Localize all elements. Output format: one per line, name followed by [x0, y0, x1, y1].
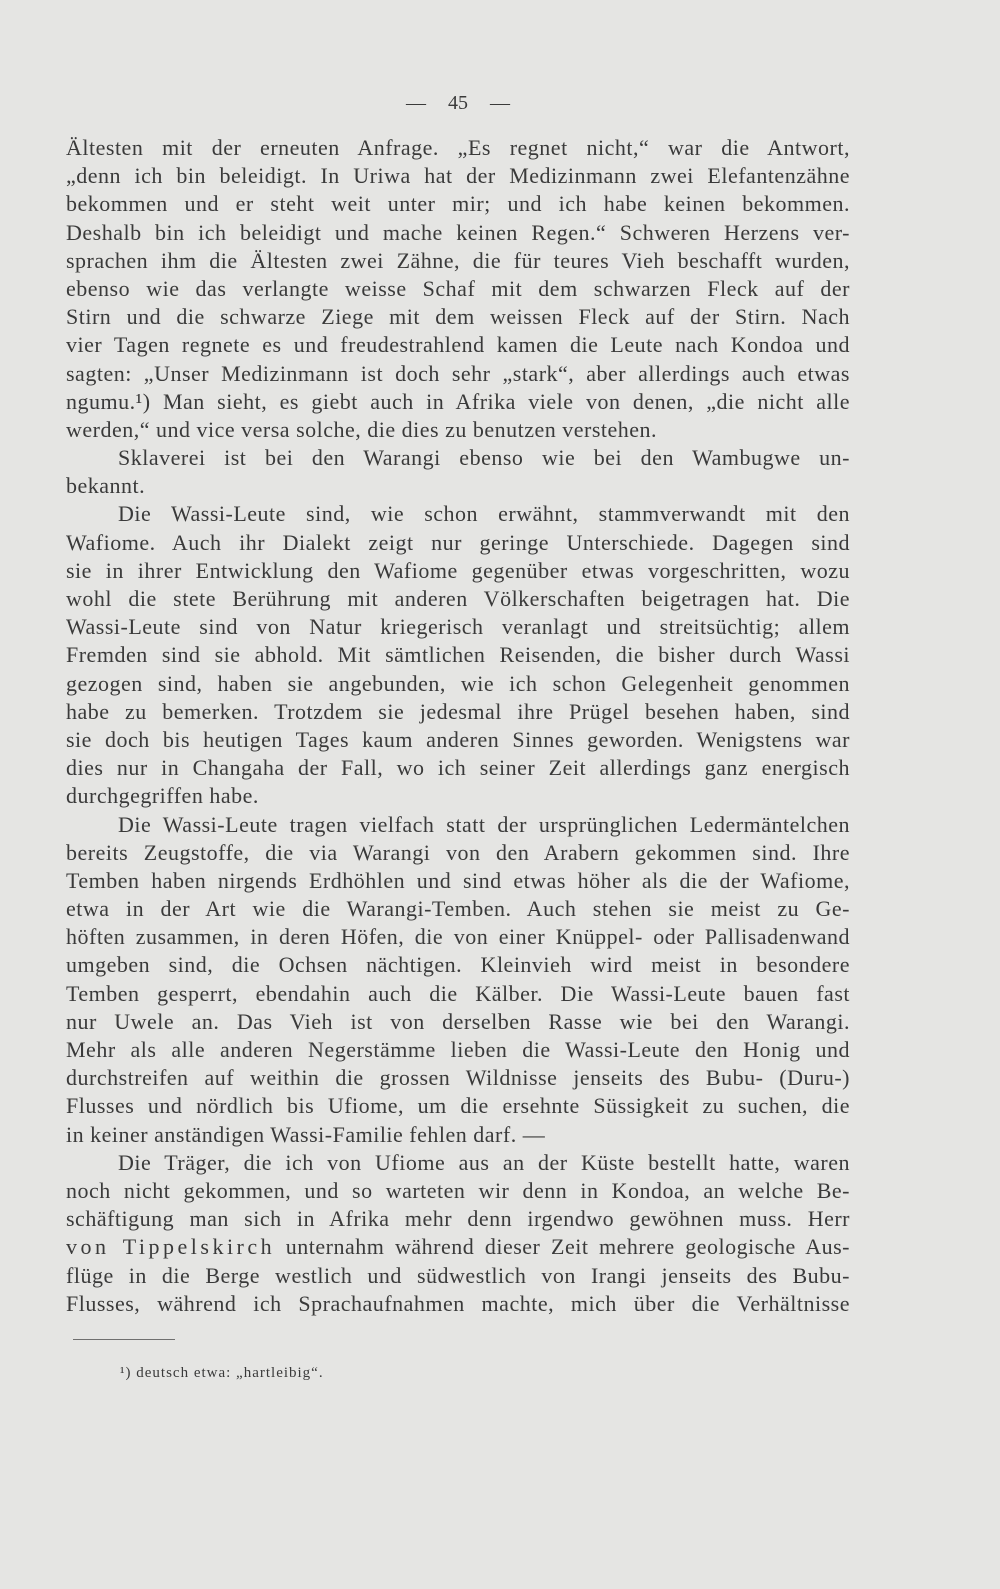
- text-line: bekommen und er steht weit unter mir; und ich habe keinen bekommen.: [66, 191, 850, 217]
- paragraph: [66, 811, 850, 1149]
- paragraph: [66, 500, 850, 810]
- paragraph: [66, 134, 850, 444]
- text-line: „denn ich bin beleidigt. In Uriwa hat der Medizinmann zwei Elefantenzähne: [66, 163, 850, 189]
- text-line: sprachen ihm die Ältesten zwei Zähne, die für teures Vieh beschafft wurden,: [66, 247, 850, 273]
- text-line: Wafiome. Auch ihr Dialekt zeigt nur geringe Unterschiede. Dagegen sind: [66, 529, 850, 555]
- text-line: Die Träger, die ich von Ufiome aus an der Küste bestellt hatte, waren: [118, 1149, 850, 1175]
- footnote: ¹) deutsch etwa: „hartleibig“.: [120, 1365, 324, 1381]
- text-line: nur Uwele an. Das Vieh ist von derselben Rasse wie bei den Warangi.: [66, 1008, 850, 1034]
- text-line: Fremden sind sie abhold. Mit sämtlichen Reisenden, die bisher durch Wassi: [66, 642, 850, 668]
- paragraph: [66, 444, 850, 500]
- text-line: schäftigung man sich in Afrika mehr denn irgendwo gewöhnen muss. Herr: [66, 1206, 850, 1232]
- text-line: Temben gesperrt, ebendahin auch die Kälber. Die Wassi-Leute bauen fast: [66, 980, 850, 1006]
- text-line: Die Wassi-Leute tragen vielfach statt der ursprünglichen Ledermäntelchen: [118, 811, 850, 837]
- text-line: Wassi-Leute sind von Natur kriegerisch veranlagt und streitsüchtig; allem: [66, 614, 850, 640]
- text-line: Stirn und die schwarze Ziege mit dem weissen Fleck auf der Stirn. Nach: [66, 304, 850, 330]
- footnote-rule: [73, 1339, 175, 1340]
- text-line: flüge in die Berge westlich und südwestlich von Irangi jenseits des Bubu-: [66, 1262, 850, 1288]
- text-line: Mehr als alle anderen Negerstämme lieben die Wassi-Leute den Honig und: [66, 1037, 850, 1062]
- text-line: Die Wassi-Leute sind, wie schon erwähnt, stammverwandt mit den: [118, 501, 850, 527]
- text-line: noch nicht gekommen, und so warteten wir denn in Kondoa, an welche Be-: [66, 1177, 850, 1203]
- text-line: ngumu.¹) Man sieht, es giebt auch in Afrika viele von denen, „die nicht alle: [66, 388, 850, 414]
- text-line: durchgegriffen habe.: [66, 783, 259, 809]
- text-line: sie doch bis heutigen Tages kaum anderen Sinnes geworden. Wenigstens war: [66, 726, 850, 752]
- text-line: Ältesten mit der erneuten Anfrage. „Es regnet nicht,“ war die Antwort,: [66, 135, 850, 160]
- text-line: Deshalb bin ich beleidigt und mache keinen Regen.“ Schweren Herzens ver-: [66, 219, 850, 245]
- text-line: bereits Zeugstoffe, die via Warangi von den Arabern gekommen sind. Ihre: [66, 839, 850, 865]
- text-line: dies nur in Changaha der Fall, wo ich seiner Zeit allerdings ganz energisch: [66, 755, 850, 781]
- text-line: Flusses, während ich Sprachaufnahmen machte, mich über die Verhältnisse: [66, 1290, 850, 1316]
- text-line: etwa in der Art wie die Warangi-Temben. Auch stehen sie meist zu Ge-: [66, 896, 850, 922]
- paragraph: [66, 1149, 850, 1318]
- spaced-person-name: von Tippelskirch: [66, 1234, 276, 1260]
- text-line-rest: unternahm während dieser Zeit mehrere geologische Aus-: [285, 1234, 850, 1260]
- page-number: — 45 —: [406, 92, 510, 114]
- text-line: durchstreifen auf weithin die grossen Wildnisse jenseits des Bubu- (Duru-): [66, 1065, 850, 1091]
- body-text: [66, 134, 850, 1318]
- text-line: bekannt.: [66, 473, 146, 499]
- text-line: in keiner anständigen Wassi-Familie fehlen darf. —: [66, 1121, 546, 1147]
- text-line: ebenso wie das verlangte weisse Schaf mit dem schwarzen Fleck auf der: [66, 275, 850, 301]
- text-line: sagten: „Unser Medizinmann ist doch sehr „stark“, aber allerdings auch etwas: [66, 360, 850, 386]
- text-line: vier Tagen regnete es und freudestrahlend kamen die Leute nach Kondoa und: [66, 332, 850, 358]
- text-line: [66, 1233, 850, 1261]
- text-line: höften zusammen, in deren Höfen, die von einer Knüppel- oder Pallisadenwand: [66, 924, 850, 950]
- text-line: werden,“ und vice versa solche, die dies zu benutzen verstehen.: [66, 416, 658, 442]
- text-line: wohl die stete Berührung mit anderen Völkerschaften beigetragen hat. Die: [66, 586, 850, 611]
- text-line: umgeben sind, die Ochsen nächtigen. Kleinvieh wird meist in besondere: [66, 952, 850, 978]
- text-line: gezogen sind, haben sie angebunden, wie ich schon Gelegenheit genommen: [66, 670, 850, 696]
- text-line: Temben haben nirgends Erdhöhlen und sind etwas höher als die der Wafiome,: [66, 867, 850, 893]
- text-line: Sklaverei ist bei den Warangi ebenso wie bei den Wambugwe un-: [118, 445, 850, 471]
- text-line: habe zu bemerken. Trotzdem sie jedesmal ihre Prügel besehen haben, sind: [66, 698, 850, 724]
- text-line: sie in ihrer Entwicklung den Wafiome gegenüber etwas vorgeschritten, wozu: [66, 557, 850, 583]
- text-line: Flusses und nördlich bis Ufiome, um die ersehnte Süssigkeit zu suchen, die: [66, 1093, 850, 1119]
